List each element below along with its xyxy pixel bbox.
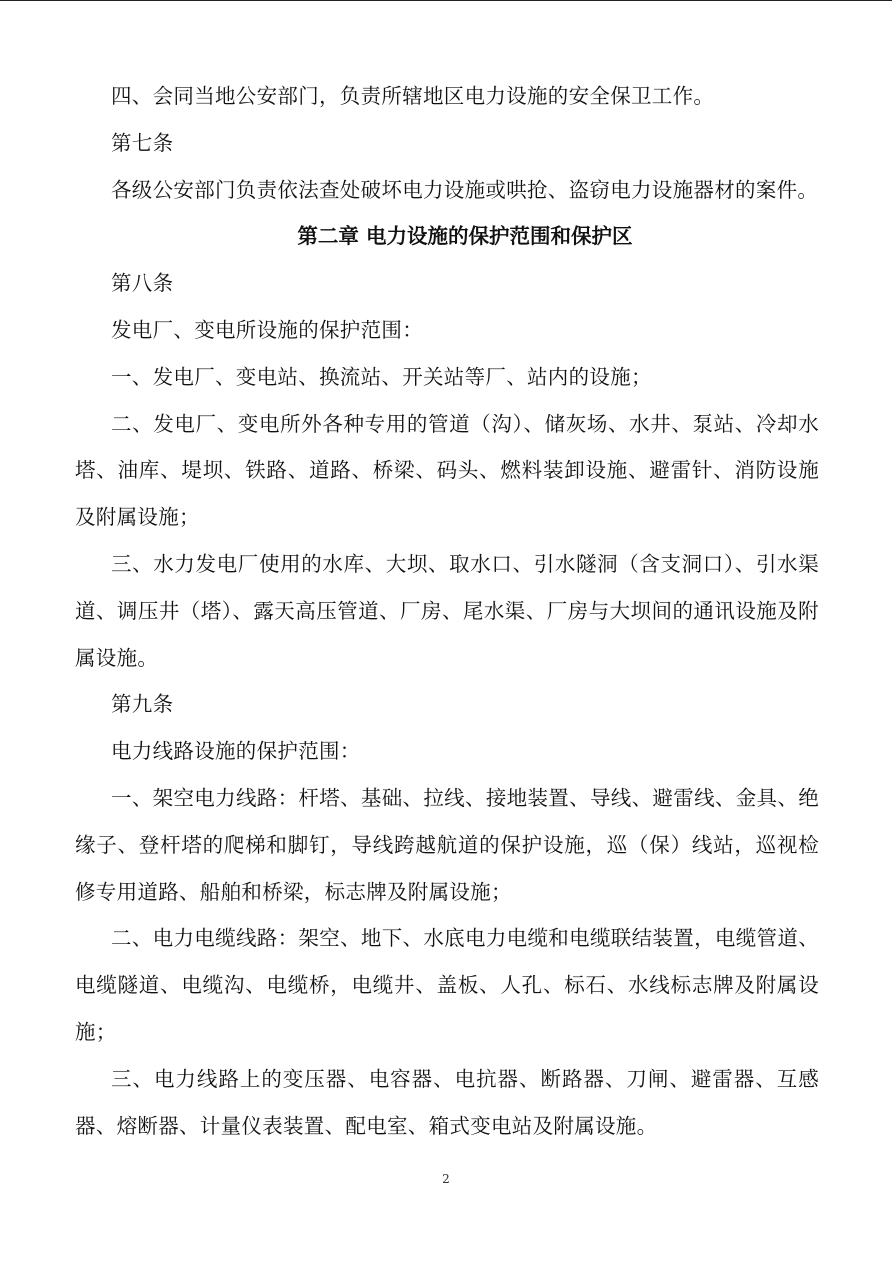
paragraph-article-8-item-2: 二、发电厂、变电所外各种专用的管道（沟）、储灰场、水井、泵站、冷却水塔、油库、堤坝、铁路、道路、桥梁、码头、燃料装卸设施、避雷针、消防设施及附属设施；	[75, 411, 819, 530]
article-heading-9: 第九条	[111, 692, 174, 717]
chapter-title: 第二章 电力设施的保护范围和保护区	[297, 224, 633, 249]
paragraph-article-9-item-3: 三、电力线路上的变压器、电容器、电抗器、断路器、刀闸、避雷器、互感器、熔断器、计量仪表装置、配电室、箱式变电站及附属设施。	[75, 1066, 819, 1138]
page-number: 2	[442, 1172, 450, 1186]
article-heading-7: 第七条	[111, 130, 174, 155]
document-body	[75, 73, 819, 1149]
top-border-line	[0, 0, 892, 1]
paragraph-article-9-intro: 电力线路设施的保护范围：	[111, 739, 361, 764]
paragraph-article-9-item-1: 一、架空电力线路：杆塔、基础、拉线、接地装置、导线、避雷线、金具、绝缘子、登杆塔的爬梯和脚钉，导线跨越航道的保护设施，巡（保）线站，巡视检修专用道路、船舶和桥梁，标志牌及附属设施；	[75, 785, 819, 904]
paragraph-article-7: 各级公安部门负责依法查处破坏电力设施或哄抢、盗窃电力设施器材的案件。	[111, 177, 819, 202]
paragraph-article-8-item-3: 三、水力发电厂使用的水库、大坝、取水口、引水隧洞（含支洞口）、引水渠道、调压井（塔）、露天高压管道、厂房、尾水渠、厂房与大坝间的通讯设施及附属设施。	[75, 551, 819, 670]
paragraph-article-8-item-1: 一、发电厂、变电站、换流站、开关站等厂、站内的设施；	[111, 364, 652, 389]
paragraph-article-8-intro: 发电厂、变电所设施的保护范围：	[111, 317, 423, 342]
paragraph-item-4: 四、会同当地公安部门，负责所辖地区电力设施的安全保卫工作。	[111, 84, 715, 108]
article-heading-8: 第八条	[111, 271, 174, 296]
paragraph-article-9-item-2: 二、电力电缆线路：架空、地下、水底电力电缆和电缆联结装置，电缆管道、电缆隧道、电缆沟、电缆桥，电缆井、盖板、人孔、标石、水线标志牌及附属设施；	[75, 926, 819, 1044]
